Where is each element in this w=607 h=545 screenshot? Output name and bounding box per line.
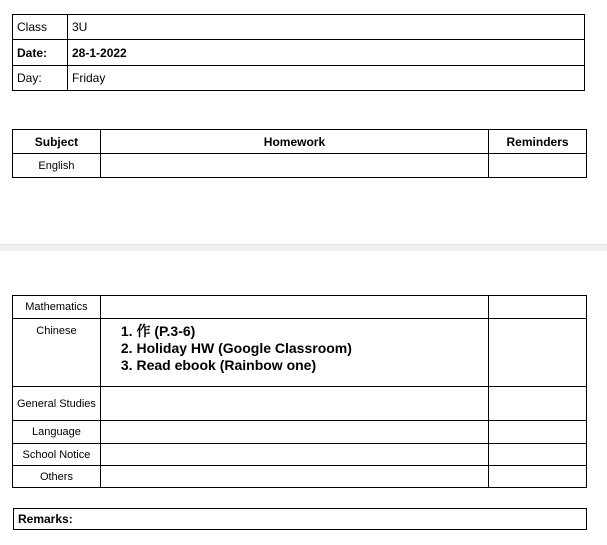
homework-item: 1. 作 (P.3-6) [120, 323, 196, 339]
homework-cell[interactable] [100, 444, 488, 466]
class-info-table [12, 14, 585, 91]
homework-header: Homework [100, 130, 488, 154]
reminders-cell[interactable] [489, 154, 587, 178]
date-label: Date: [13, 40, 68, 66]
reminders-cell[interactable] [489, 444, 587, 466]
remarks-label: Remarks: [18, 512, 73, 526]
reminders-cell[interactable] [489, 466, 587, 488]
subject-cell: General Studies [13, 387, 101, 421]
class-value: 3U [68, 15, 585, 40]
reminders-cell[interactable] [489, 319, 587, 387]
subject-cell: Others [13, 466, 101, 488]
subject-header: Subject [13, 130, 101, 154]
class-label: Class [13, 15, 68, 40]
reminders-cell[interactable] [489, 296, 587, 319]
homework-cell[interactable] [100, 466, 488, 488]
page-break [0, 244, 607, 251]
remarks-box[interactable] [13, 508, 587, 530]
subject-cell: Mathematics [13, 296, 101, 319]
subject-cell: Language [13, 421, 101, 444]
homework-cell[interactable] [100, 387, 488, 421]
date-value: 28-1-2022 [68, 40, 585, 66]
homework-table-bottom [12, 295, 587, 488]
table-row-school-notice [13, 444, 587, 466]
table-row-mathematics [13, 296, 587, 319]
table-row-others [13, 466, 587, 488]
reminders-cell[interactable] [489, 387, 587, 421]
subject-cell: School Notice [13, 444, 101, 466]
subject-cell: English [13, 154, 101, 178]
homework-table-top [12, 129, 587, 178]
table-row-english [13, 154, 587, 178]
reminders-header: Reminders [489, 130, 587, 154]
homework-cell[interactable] [100, 319, 488, 387]
homework-item: 3. Read ebook (Rainbow one) [120, 357, 317, 373]
day-row [13, 66, 585, 91]
table-row-chinese [13, 319, 587, 387]
homework-cell[interactable] [100, 154, 488, 178]
day-label: Day: [13, 66, 68, 91]
homework-list [121, 323, 488, 374]
homework-cell[interactable] [100, 296, 488, 319]
day-value: Friday [68, 66, 585, 91]
subject-cell: Chinese [13, 319, 101, 387]
header-row [13, 130, 587, 154]
reminders-cell[interactable] [489, 421, 587, 444]
table-row-general-studies [13, 387, 587, 421]
homework-cell[interactable] [100, 421, 488, 444]
homework-item: 2. Holiday HW (Google Classroom) [120, 340, 352, 356]
date-row [13, 40, 585, 66]
table-row-language [13, 421, 587, 444]
class-row [13, 15, 585, 40]
